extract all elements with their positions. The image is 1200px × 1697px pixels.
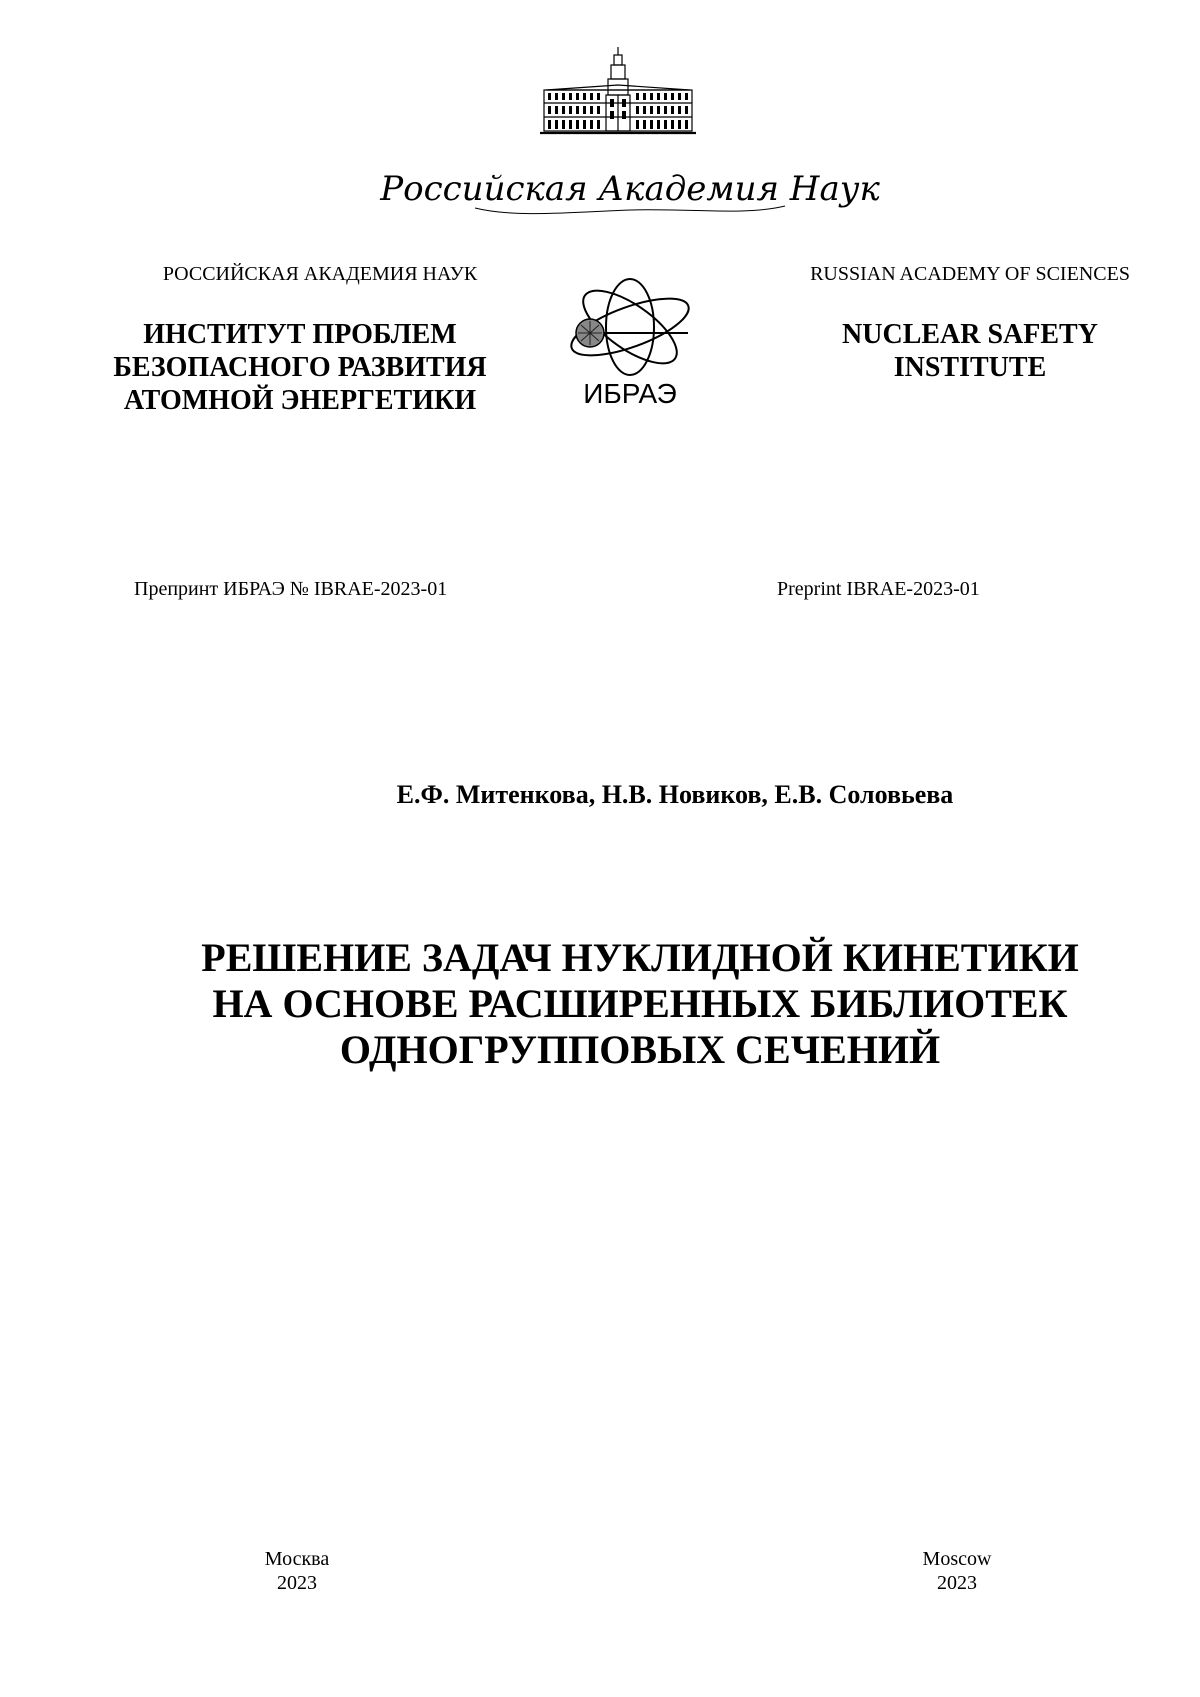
academy-name-en: RUSSIAN ACADEMY OF SCIENCES xyxy=(810,263,1130,285)
institute-name-ru-line: БЕЗОПАСНОГО РАЗВИТИЯ xyxy=(113,352,487,383)
document-title-line: ОДНОГРУППОВЫХ СЕЧЕНИЙ xyxy=(339,1027,941,1072)
authors: Е.Ф. Митенкова, Н.В. Новиков, Е.В. Соловьева xyxy=(396,780,954,809)
institute-name-ru-line: АТОМНОЙ ЭНЕРГЕТИКИ xyxy=(123,385,477,416)
footer-year-en: 2023 xyxy=(937,1572,977,1594)
document-title-line: НА ОСНОВЕ РАСШИРЕННЫХ БИБЛИОТЕК xyxy=(212,981,1068,1026)
footer-year-ru: 2023 xyxy=(277,1572,317,1594)
footer-city-ru: Москва xyxy=(264,1548,330,1570)
footer-city-en: Moscow xyxy=(922,1548,992,1570)
institute-name-en-line: INSTITUTE xyxy=(893,352,1047,383)
document-title-line: РЕШЕНИЕ ЗАДАЧ НУКЛИДНОЙ КИНЕТИКИ xyxy=(201,935,1079,980)
ras-script-wordmark xyxy=(380,160,880,220)
document-title xyxy=(150,935,1130,1073)
ibrae-logo-caption: ИБРАЭ xyxy=(583,378,677,409)
ibrae-atom-logo xyxy=(560,275,700,415)
preprint-number-en: Preprint IBRAE-2023-01 xyxy=(777,578,980,600)
institute-name-en-line: NUCLEAR SAFETY xyxy=(842,319,1098,350)
preprint-number-ru: Препринт ИБРАЭ № IBRAE-2023-01 xyxy=(134,578,448,600)
academy-name-ru: РОССИЙСКАЯ АКАДЕМИЯ НАУК xyxy=(162,263,478,285)
footer-place-en xyxy=(857,1547,1057,1595)
footer-place-ru xyxy=(197,1547,397,1595)
ras-building-emblem xyxy=(538,45,698,140)
institute-name-ru xyxy=(90,318,510,417)
institute-name-en xyxy=(770,318,1170,384)
svg-text:Российская Академия Наук: Российская Академия Наук xyxy=(380,169,880,209)
institute-name-ru-line: ИНСТИТУТ ПРОБЛЕМ xyxy=(143,319,457,350)
